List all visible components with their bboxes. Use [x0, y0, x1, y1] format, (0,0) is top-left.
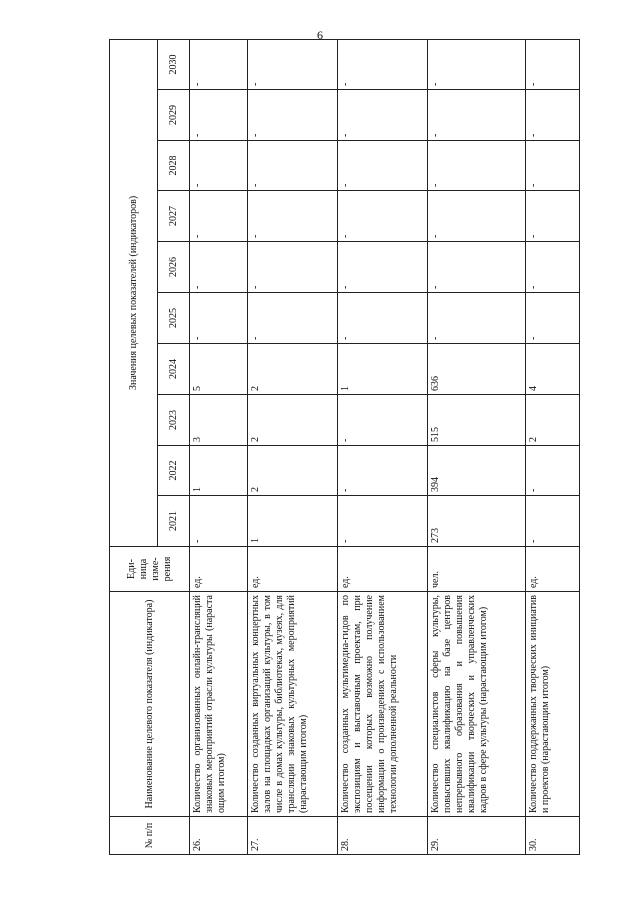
rotated-table-wrapper — [109, 40, 579, 855]
value-cell: 3 — [190, 395, 248, 446]
value-cell: - — [428, 141, 526, 191]
value-cell: - — [338, 191, 428, 242]
value-cell: 1 — [190, 446, 248, 496]
header-year: 2027 — [158, 191, 190, 242]
header-num: № п/п — [110, 817, 190, 855]
row-number: 29. — [428, 817, 526, 855]
value-cell: - — [190, 191, 248, 242]
unit-cell: ед. — [526, 547, 580, 592]
value-cell: - — [248, 141, 338, 191]
value-cell: 2 — [248, 395, 338, 446]
header-year: 2029 — [158, 90, 190, 141]
value-cell: - — [190, 293, 248, 344]
value-cell: - — [190, 496, 248, 547]
indicator-name: Количество специалистов сферы культуры, повысивших квалификацию на базе центров непрерывного образования и повышения квалификации творческих и управленческих кадров в сфере культуры (нарастающим итогом) — [428, 592, 526, 817]
unit-cell: ед. — [338, 547, 428, 592]
value-cell: - — [526, 446, 580, 496]
value-cell: - — [190, 141, 248, 191]
header-year: 2024 — [158, 344, 190, 395]
value-cell: - — [338, 293, 428, 344]
value-cell: - — [190, 39, 248, 89]
page-number: 6 — [317, 28, 323, 42]
value-cell: - — [248, 191, 338, 242]
value-cell: - — [338, 90, 428, 141]
unit-cell: ед. — [248, 547, 338, 592]
indicator-name: Количество созданных мультимедиа-гидов по экспозициям и выставочным проектам, при посещении которых возможно получение информации о произведениях с использованием технологии дополненной реальности — [338, 592, 428, 817]
value-cell: - — [190, 90, 248, 141]
value-cell: 4 — [526, 344, 580, 395]
table-row — [526, 39, 580, 854]
value-cell: - — [428, 39, 526, 89]
value-cell: - — [338, 39, 428, 89]
indicators-table — [109, 39, 580, 855]
value-cell: 515 — [428, 395, 526, 446]
value-cell: - — [248, 90, 338, 141]
value-cell: 2 — [526, 395, 580, 446]
value-cell: - — [338, 496, 428, 547]
header-values-group: Значения целевых показателей (индикаторов) — [110, 39, 158, 546]
header-year: 2022 — [158, 446, 190, 496]
value-cell: 636 — [428, 344, 526, 395]
row-number: 27. — [248, 817, 338, 855]
value-cell: - — [526, 39, 580, 89]
header-unit: Еди-ница изме-рения — [110, 547, 190, 592]
value-cell: - — [428, 90, 526, 141]
row-number: 28. — [338, 817, 428, 855]
value-cell: - — [428, 293, 526, 344]
value-cell: 1 — [248, 496, 338, 547]
value-cell: - — [526, 191, 580, 242]
value-cell: 1 — [338, 344, 428, 395]
indicator-name: Количество поддержанных творческих инициатив и проектов (нарастающим итогом) — [526, 592, 580, 817]
value-cell: - — [526, 293, 580, 344]
table-row — [428, 39, 526, 854]
value-cell: 2 — [248, 344, 338, 395]
indicator-name: Количество созданных виртуальных концертных залов на площадках организаций культуры, в том числе в домах культуры, библиотеках, музеях, для трансляции знаковых культурных мероприятий (нарастающим итогом) — [248, 592, 338, 817]
unit-cell: чел. — [428, 547, 526, 592]
table-row — [338, 39, 428, 854]
header-year: 2021 — [158, 496, 190, 547]
value-cell: - — [190, 242, 248, 293]
value-cell: - — [338, 242, 428, 293]
value-cell: 394 — [428, 446, 526, 496]
value-cell: - — [248, 39, 338, 89]
value-cell: 5 — [190, 344, 248, 395]
table-row — [248, 39, 338, 854]
row-number: 30. — [526, 817, 580, 855]
value-cell: - — [248, 242, 338, 293]
header-year: 2023 — [158, 395, 190, 446]
value-cell: - — [428, 242, 526, 293]
value-cell: 273 — [428, 496, 526, 547]
value-cell: - — [526, 496, 580, 547]
indicator-name: Количество организованных онлайн-трансляций знаковых мероприятий отрасли культуры (нараста ощим итогом) — [190, 592, 248, 817]
value-cell: - — [338, 141, 428, 191]
table-row — [190, 39, 248, 854]
header-name: Наименование целевого показателя (индикатора) — [110, 592, 190, 817]
unit-cell: ед. — [190, 547, 248, 592]
value-cell: 2 — [248, 446, 338, 496]
value-cell: - — [248, 293, 338, 344]
value-cell: - — [338, 395, 428, 446]
value-cell: - — [526, 90, 580, 141]
value-cell: - — [338, 446, 428, 496]
value-cell: - — [428, 191, 526, 242]
header-year: 2030 — [158, 39, 190, 89]
value-cell: - — [526, 141, 580, 191]
header-year: 2026 — [158, 242, 190, 293]
header-year: 2028 — [158, 141, 190, 191]
row-number: 26. — [190, 817, 248, 855]
value-cell: - — [526, 242, 580, 293]
header-year: 2025 — [158, 293, 190, 344]
